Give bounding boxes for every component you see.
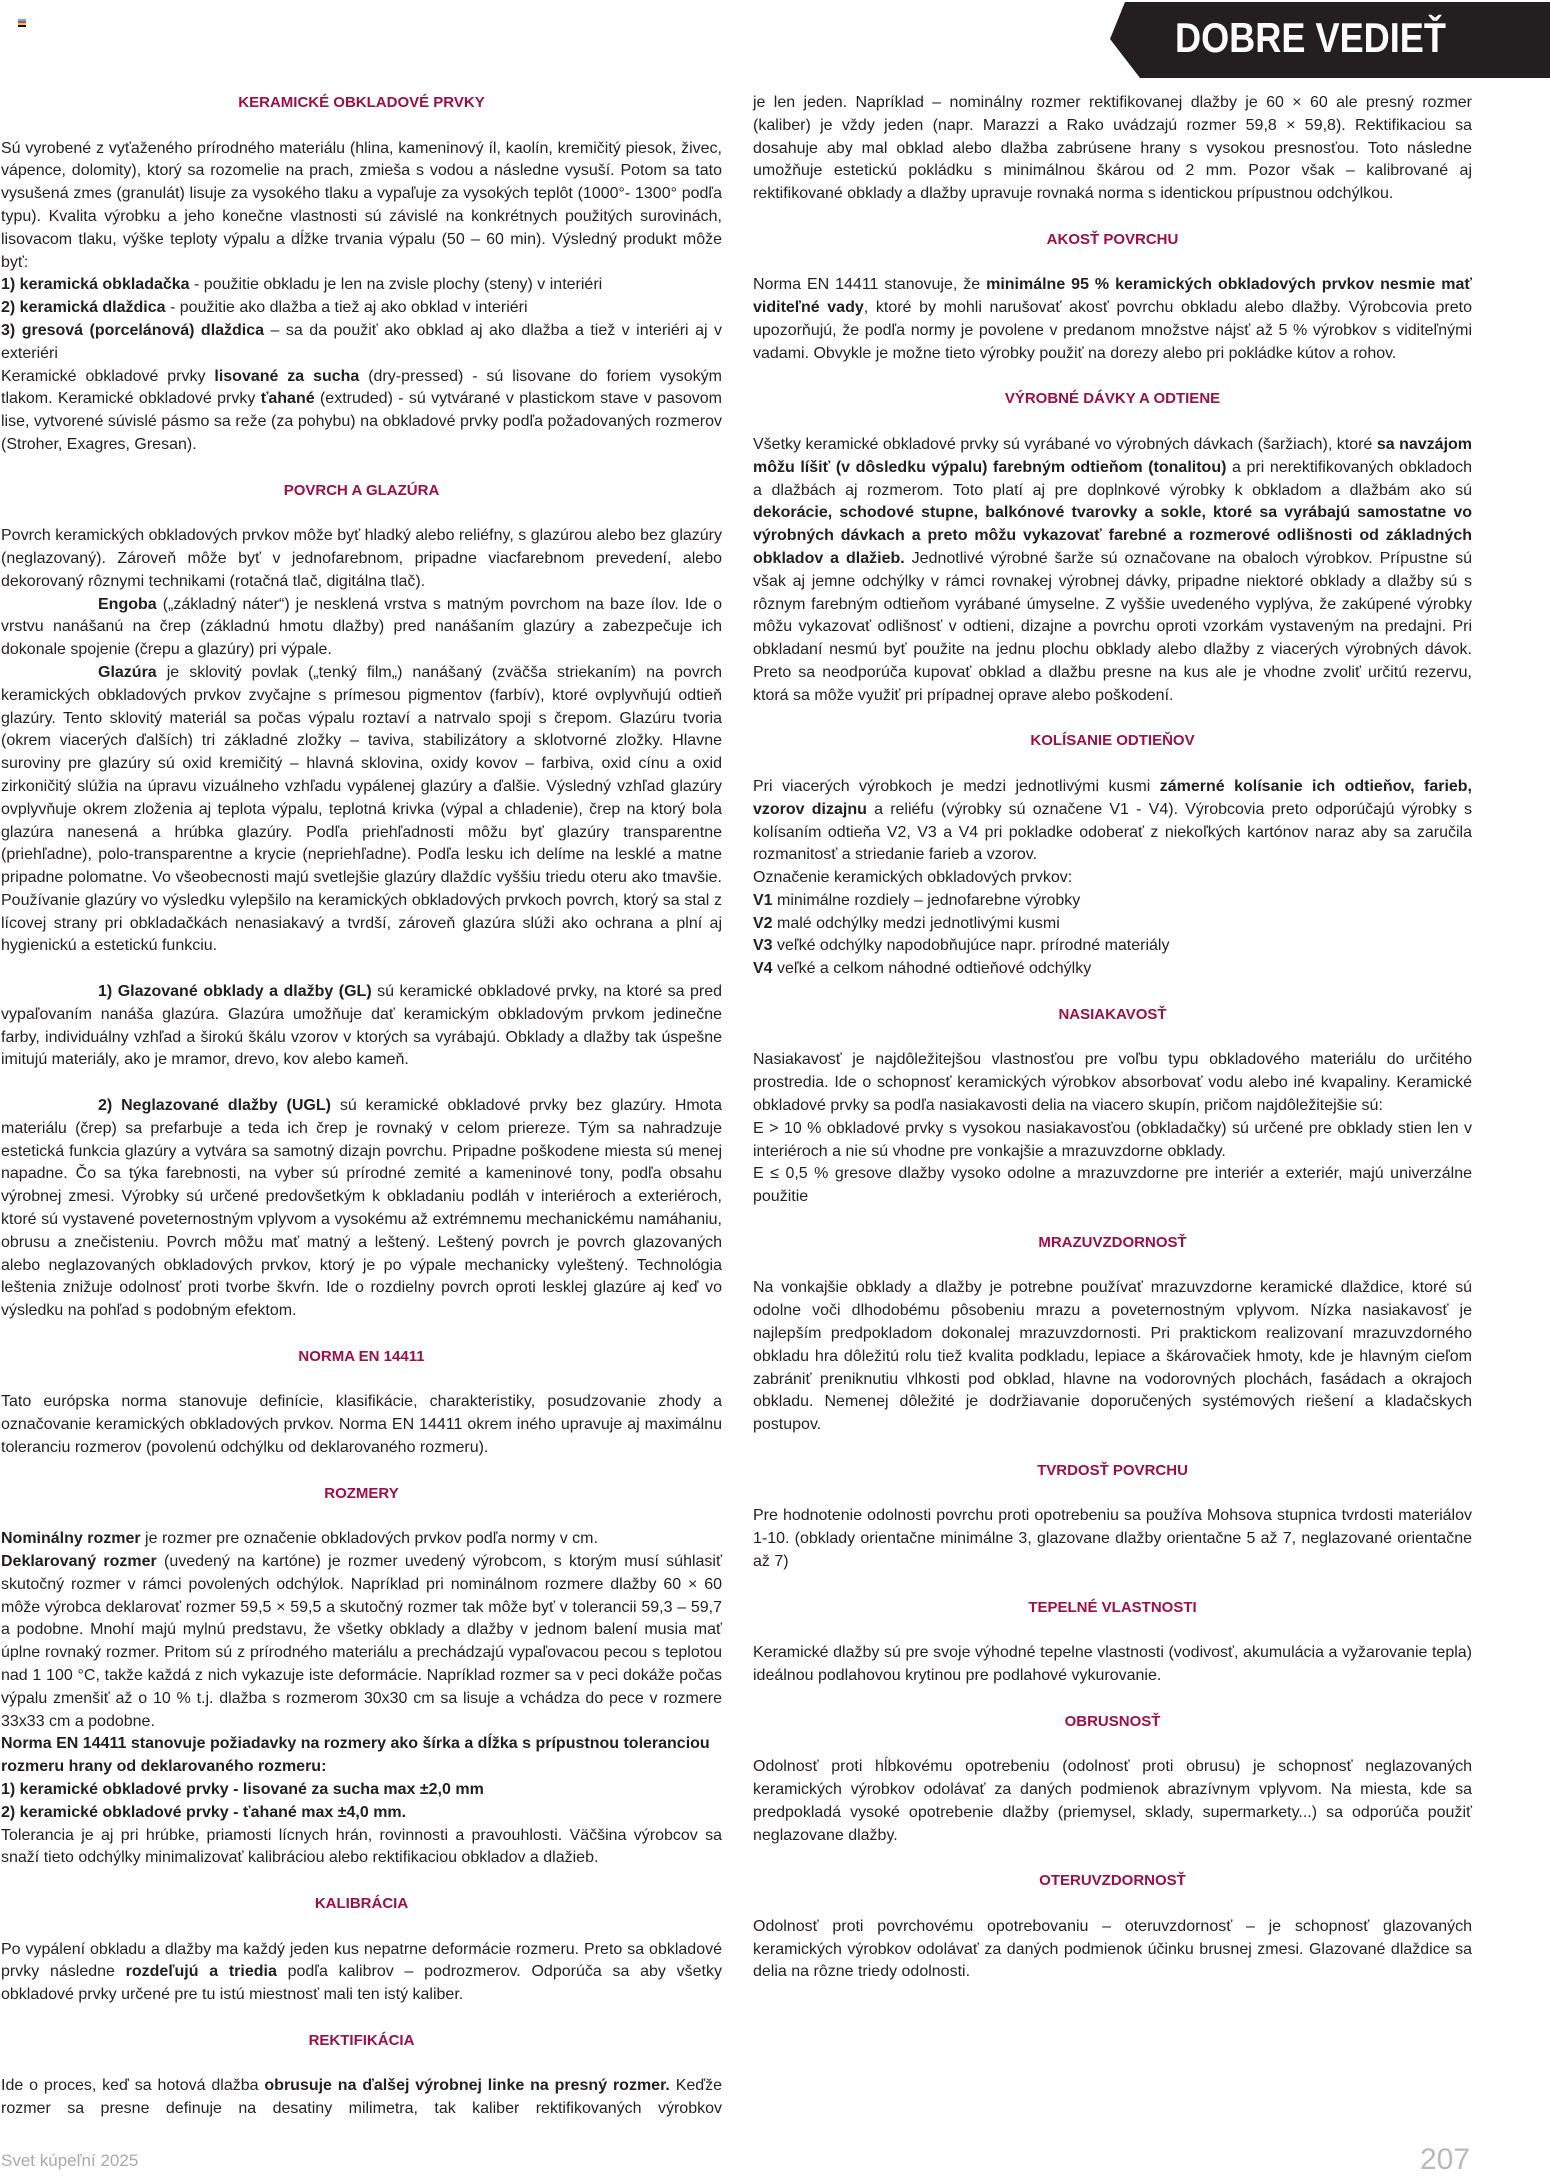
- section-tepelne-vlastnosti: [753, 1597, 1472, 1688]
- bold-text: rozdeľujú a triedia: [125, 1963, 277, 1981]
- section-oteruvzdornost: [753, 1870, 1472, 1984]
- text-run: je sklovitý povlak („tenký film„) nanášaný (zväčša striekaním) na povrch keramických obkladových prvkov zvyčajne s prímesou pigmentov (farbív), ktoré ovplyvňujú odtieň glazúry. Tento sklovitý materiál sa počas výpalu roztaví a natrvalo spoji s črepom. Glazúru tvoria (okrem viacerých ďalších) tri základné zložky – taviva, stabilizátory a sklotvorné zložky. Hlavne suroviny pre glazúry sú oxid kremičitý – hlavná sklovina, oxidy kovov – farbiva, oxid cínu a oxid zirkoničitý slúžia na úpravu vizuálneho vzhľadu vypálenej glazúry a ďalšie. Výsledný vzhľad glazúry ovplyvňuje okrem zloženia aj teplota výpalu, teplotná krivka (výpal a chladenie), črep na ktorý bola glazúra nanesená a hrúbka glazúry. Podľa priehľadnosti môžu byť glazúry transparentne (priehľadne), polo-transparentne a krycie (nepriehľadne). Podľa lesku ich delíme na lesklé a matne pripadne polomatne. Vo všeobecnosti majú svetlejšie glazúry dlaždíc vyššiu triedu oteru ako tmavšie. Používanie glazúry vo výsledku vylepšilo na keramických obkladových prvkoch povrch, ktorý sa stal z lícovej strany pri obkladačkách nenasiakavý a tvrdší, zároveň glazúra slúži ako ochrana a plní aj hygienickú a estetickú funkciu.: [1, 663, 722, 955]
- section-heading: TEPELNÉ VLASTNOSTI: [1028, 1598, 1197, 1616]
- paragraph: [1, 320, 722, 366]
- paragraph: [753, 913, 1472, 936]
- paragraph: [1, 1779, 722, 1802]
- text-run: Všetky keramické obkladové prvky sú vyrábané vo výrobných dávkach (šaržiach), ktoré: [753, 435, 1377, 453]
- bold-text: V3: [753, 937, 773, 955]
- text-block: [1, 2075, 722, 2121]
- section-heading: NASIAKAVOSŤ: [1058, 1005, 1167, 1023]
- paragraph: [1, 981, 722, 1072]
- text-block: [753, 1049, 1472, 1209]
- section-kolisanie-odtienov: [753, 730, 1472, 981]
- text-run: E > 10 % obkladové prvky s vysokou nasiakavosťou (obkladačky) sú určené pre obklady stien len v interiéroch a nie sú vhodne pre vonkajšie a mrazuvzdorne obklady.: [753, 1119, 1472, 1160]
- text-block: [753, 92, 1472, 206]
- text-run: Odolnosť proti hĺbkovému opotrebeniu (odolnosť proti obrusu) je schopnosť neglazovaných keramických výrobkov odolávať za daných podmienok abrazívnym vplyvom. Na miesta, kde sa predpokladá vysoké opotrebenie dlažby (priemysel, sklady, supermarkety...) sa odporúča použiť neglazovane dlažby.: [753, 1758, 1472, 1844]
- text-run: Keďže rozmer sa presne definuje na desatiny milimetra, tak kaliber rektifikovaných výrobkov: [1, 2077, 723, 2118]
- text-run: Pri viacerých výrobkoch je medzi jednotlivými kusmi: [753, 777, 1160, 795]
- text-block: [1, 981, 722, 1072]
- section-heading: OTERUVZDORNOSŤ: [1039, 1872, 1186, 1890]
- section-heading: KOLÍSANIE ODTIEŇOV: [1030, 732, 1195, 750]
- text-run: Po vypálení obkladu a dlažby ma každý jeden kus nepatrne deformácie rozmeru. Preto sa obkladové prvky následne: [1, 1940, 722, 1981]
- text-block: [753, 1505, 1472, 1573]
- paragraph: [753, 274, 1472, 365]
- section-keramicke-obkladove-prvky: [1, 92, 722, 457]
- section-continuation: [753, 92, 1472, 206]
- bold-text: V1: [753, 891, 773, 909]
- text-run: („základný náter“) je nesklená vrstva s matným povrchom na baze ílov. Ide o vrstvu nanášanú na črep (základnú hmotu dlažby) pred nanášaním glazúry a zabezpečuje ich dokonale spojenie (črepu a glazúry) pri výpale.: [1, 595, 722, 659]
- text-run: - použitie ako dlažba a tiež aj ako obklad v interiéri: [165, 299, 528, 317]
- text-run: Na vonkajšie obklady a dlažby je potrebne používať mrazuvzdorne keramické dlaždice, ktoré sú odolne voči dlhodobému pôsobeniu mrazu a poveternostným vplyvom. Nízka nasiakavosť je najlepším predpokladom dokonalej mrazuvzdornosti. Pri praktickom realizovaní mrazuvzdorného obkladu hra dôležitú rolu tiež kvalita podkladu, lepiace a škárovačiek hmoty, kde je hlavným cieľom zabrániť preniknutiu vlhkosti pod obklad, hlavne na vodorovných plochách, fasádach a okrajoch obkladu. Nemenej dôležité je dodržiavanie doporučených systémových riešení a kladačskych postupov.: [753, 1279, 1472, 1434]
- section-heading: REKTIFIKÁCIA: [308, 2031, 415, 2049]
- text-run: Ide o proces, keď sa hotová dlažba: [1, 2077, 265, 2095]
- section-norma-en-14411: [1, 1346, 722, 1460]
- paragraph: [753, 1505, 1472, 1573]
- bold-text: Norma EN 14411 stanovuje požiadavky na rozmery ako šírka a dĺžka s prípustnou toleranciou rozmeru hrany od deklarovaného rozmeru:: [1, 1735, 710, 1776]
- paragraph: [1, 1802, 722, 1825]
- section-obrusnost: [753, 1711, 1472, 1848]
- section-mrazuvzdornost: [753, 1232, 1472, 1437]
- paragraph: [1, 525, 722, 593]
- print-registration-marks: [18, 19, 26, 27]
- text-block: [753, 1277, 1472, 1437]
- paragraph: [1, 1391, 722, 1459]
- text-run: Nasiakavosť je najdôležitejšou vlastnosťou pre voľbu typu obkladového materiálu do určitého prostredia. Ide o schopnosť keramických výrobkov absorbovať vodu alebo iné kvapaliny. Keramické obkladové prvky sa podľa nasiakavosti delia na viacero skupín, pričom najdôležitejšie sú:: [753, 1051, 1472, 1115]
- section-heading: ROZMERY: [324, 1484, 399, 1502]
- text-run: Odolnosť proti povrchovému opotrebovaniu – oteruvzdornosť – je schopnosť glazovaných keramických výrobkov odolávať za daných podmienok účinku brusnej zmesi. Glazované dlaždice sa delia na rôzne triedy odolnosti.: [753, 1917, 1472, 1981]
- paragraph: [1, 297, 722, 320]
- text-block: [1, 1939, 722, 2007]
- paragraph: [753, 1163, 1472, 1209]
- bold-text: Nominálny rozmer: [1, 1530, 141, 1548]
- paragraph: [1, 662, 722, 958]
- paragraph: [1, 1551, 722, 1733]
- text-run: veľké odchýlky napodobňujúce napr. prírodné materiály: [772, 937, 1170, 955]
- paragraph: [753, 1756, 1472, 1847]
- section-heading: KERAMICKÉ OBKLADOVÉ PRVKY: [238, 94, 485, 111]
- text-run: je rozmer pre označenie obkladových prvkov podľa normy v cm.: [140, 1530, 598, 1548]
- text-run: sú keramické obkladové prvky, na ktoré sa pred vypaľovaním nanáša glazúra. Glazúra umožňuje dať keramickým obkladovým prvkom jedinečne farby, individuálny vzhľad a širokú škálu vzorov v ktorých sa vyrábajú. Obklady a dlažby tak úspešne imitujú materiály, ako je mramor, drevo, kov alebo kameň.: [1, 983, 722, 1069]
- text-block: [1, 1528, 722, 1870]
- bold-text: Deklarovaný rozmer: [1, 1553, 157, 1570]
- paragraph: [1, 594, 722, 662]
- section-rozmery: [1, 1483, 722, 1871]
- text-run: Tolerancia je aj pri hrúbke, priamosti lícnych hrán, rovinnosti a pravouhlosti. Väčšina výrobcov sa snaží tieto odchýlky minimalizovať kalibráciou alebo rektifikaciou obkladov a dlažieb.: [1, 1826, 722, 1867]
- bold-text: 3) gresová (porcelánová) dlaždica: [1, 321, 265, 339]
- paragraph: [753, 935, 1472, 958]
- paragraph: [753, 1277, 1472, 1437]
- text-run: minimálne rozdiely – jednofarebne výrobky: [772, 891, 1081, 909]
- bold-text: dekorácie, schodové stupne, balkónové tvarovky a sokle, ktoré sa vyrábajú samostatne vo výrobných dávkach a preto môžu vykazovať farebné a rozmerové odlišnosti od základných obkladov a dlažieb.: [753, 504, 1472, 567]
- section-vyrobne-davky-a-odtiene: [753, 388, 1472, 707]
- bold-text: 1) keramické obkladové prvky - lisované za sucha max ±2,0 mm: [1, 1780, 484, 1798]
- paragraph: [753, 890, 1472, 913]
- bold-text: V2: [753, 914, 773, 932]
- paragraph: [753, 958, 1472, 981]
- section-heading: POVRCH A GLAZÚRA: [283, 481, 440, 499]
- paragraph: [1, 366, 722, 457]
- paragraph: [1, 1733, 722, 1779]
- section-rektifikacia: [1, 2030, 722, 2121]
- bold-text: sa navzájom môžu líšiť (v dôsledku výpalu) farebným odtieňom (tonalitou): [753, 435, 1473, 476]
- section-nasiakavost: [753, 1004, 1472, 1209]
- bold-text: minimálne 95 % keramických obkladových prvkov nesmie mať viditeľné vady: [753, 276, 1473, 317]
- section-heading: NORMA EN 14411: [298, 1347, 425, 1365]
- text-run: Jednotlivé výrobné šarže sú označovane na obaloch výrobkov. Prípustne sú však aj jemne odchýlky v rámci rovnakej výrobnej dávky, pripadne niektoré obklady a dlažby sú s rôznym farebným odtieňom vyrábané úmyselne. Z vyššie uvedeného vyplýva, že zakúpené výrobky môžu vykazovať odlišnosť v odtieni, dizajne a povrchu oproti vzorkám vystaveným na predajni. Pri obkladaní nesmú byť použite na jednu plochu obklady alebo dlažby z viacerých výrobných dávok. Preto sa neodporúča kupovať obklad a dlažbu presne na kus ale je vhodne zvoliť určitú rezervu, ktorá sa môže využiť pri prípadnej oprave alebo poškodení.: [753, 549, 1472, 704]
- text-run: (dry-pressed) - sú lisovane do foriem vysokým tlakom. Keramické obkladové prvky: [1, 367, 723, 408]
- text-run: Pre hodnotenie odolnosti povrchu proti opotrebeniu sa používa Mohsova stupnica tvrdosti materiálov 1-10. (obklady orientačne minimálne 3, glazovane dlažby orientačne 5 až 7, neglazované orientačne až 7): [753, 1507, 1472, 1570]
- bold-text: Engoba: [98, 595, 157, 613]
- section-banner: [1105, 0, 1550, 80]
- text-run: Sú vyrobené z vyťaženého prírodného materiálu (hlina, kameninový íl, kaolín, kremičitý piesok, živec, vápence, dolomity), ktorý sa rozomelie na prach, zmieša s vodou a následne vysuší. Potom sa tato vysušená zmes (granulát) lisuje za vysokého tlaku a vypaľuje za vysokých teplôt (1000°- 1300° podľa typu). Kvalita výrobku a jeho konečne vlastnosti sú závislé na konkrétnych použitých surovinách, lisovacom tlaku, výške teploty výpalu a dĺžke trvania výpalu (50 – 60 min). Výsledný produkt môže byť:: [1, 139, 722, 271]
- text-run: malé odchýlky medzi jednotlivými kusmi: [772, 914, 1060, 932]
- text-block: [753, 434, 1472, 708]
- paragraph: [1, 274, 722, 297]
- bold-text: obrusuje na ďalšej výrobnej linke na presný rozmer.: [264, 2077, 670, 2095]
- text-run: - použitie obkladu je len na zvisle plochy (steny) v interiéri: [189, 276, 603, 294]
- bold-text: 1) Glazované obklady a dlažby (GL): [98, 983, 372, 1001]
- paragraph: [753, 434, 1472, 708]
- left-column: [1, 92, 722, 2144]
- text-run: Keramické obkladové prvky: [1, 367, 215, 385]
- text-block: [753, 274, 1472, 365]
- section-heading: OBRUSNOSŤ: [1064, 1712, 1161, 1730]
- text-run: podľa kalibrov – podrozmerov. Odporúča sa aby všetky obkladové prvky určené pre tu istú miestnosť mali ten istý kaliber.: [1, 1963, 722, 2004]
- paragraph: [753, 1049, 1472, 1117]
- text-block: [1, 138, 722, 457]
- text-block: [1, 1391, 722, 1459]
- section-heading: MRAZUVZDORNOSŤ: [1038, 1233, 1187, 1251]
- text-run: E ≤ 0,5 % gresove dlažby vysoko odolne a mrazuvzdorne pre interiér a exteriér, majú univerzálne použitie: [753, 1165, 1472, 1206]
- text-run: je len jeden. Napríklad – nominálny rozmer rektifikovanej dlažby je 60 × 60 ale presný rozmer (kaliber) je vždy jeden (napr. Marazzi a Rako uvádzajú rozmer 59,8 × 59,8). Rektifikaciou sa dosahuje aby mal obklad alebo dlažba zabrúsene hrany s vysokou presnosťou. Toto následne umožňuje estetickú pokládku s minimálnou škárou od 2 mm. Pozor však – kalibrované aj rektifikované obklady a dlažby upravuje rovnaká norma s identickou prípustnou odchýlkou.: [753, 94, 1472, 203]
- text-block: [753, 1916, 1472, 1984]
- section-povrch-a-glazura: [1, 480, 722, 1323]
- paragraph: [753, 1118, 1472, 1164]
- paragraph: [1, 2075, 722, 2121]
- section-heading: AKOSŤ POVRCHU: [1046, 230, 1179, 248]
- paragraph: [753, 1916, 1472, 1984]
- section-heading: TVRDOSŤ POVRCHU: [1037, 1461, 1188, 1479]
- publication-footer: Svet kúpeľní 2025: [1, 2151, 139, 2170]
- paragraph: [753, 1642, 1472, 1688]
- bold-text: 2) keramické obkladové prvky - ťahané max ±4,0 mm.: [1, 1803, 407, 1821]
- right-column: [753, 92, 1472, 2007]
- bold-text: zámerné kolísanie ich odtieňov, farieb, vzorov dizajnu: [753, 777, 1473, 818]
- bold-text: 2) keramická dlaždica: [1, 299, 166, 317]
- section-akost-povrchu: [753, 229, 1472, 366]
- paragraph: [1, 1528, 722, 1551]
- text-run: (extruded) - sú vytvárané v plastickom stave v pasovom lise, vytvorené súvislé pásmo sa reže (za pohybu) na obkladové prvky podľa požadovaných rozmerov (Stroher, Exagres, Gresan).: [1, 390, 723, 453]
- bold-text: 1) keramická obkladačka: [1, 276, 190, 294]
- banner-title: DOBRE VEDIEŤ: [1175, 14, 1446, 61]
- text-run: (uvedený na kartóne) je rozmer uvedený výrobcom, s ktorým musí súhlasiť skutočný rozmer v rámci povolených odchýlok. Napríklad pri nominálnom rozmere dlažby 60 × 60 môže výrobca deklarovať rozmer 59,5 × 59,5 a skutočný rozmer tak môže byť v tolerancii 59,3 – 59,7 a podobne. Mnohí majú mylnú predstavu, že všetky obklady a dlažby v jednom balení musia mať úplne rovnaký rozmer. Pritom sú z prírodného materiálu a prechádzajú vypaľovacou pecou s teplotou nad 1 100 °C, takže každá z nich vykazuje iste deformácie. Napríklad rozmer sa v peci dokáže počas výpalu zmenšiť až o 10 % t.j. dlažba s rozmerom 30x30 cm sa lisuje a vchádza do pece v rozmere 33x33 cm a podobne.: [1, 1553, 722, 1730]
- text-block: [753, 1756, 1472, 1847]
- section-tvrdost-povrchu: [753, 1460, 1472, 1574]
- text-block: [1, 1095, 722, 1323]
- text-run: – sa da použiť ako obklad aj ako dlažba a tiež v interiéri aj v exteriéri: [1, 321, 723, 362]
- text-run: Tato európska norma stanovuje definície, klasifikácie, charakteristiky, posudzovanie zhody a označovanie keramických obkladových prvkov. Norma EN 14411 okrem iného upravuje aj maximálnu toleranciu rozmerov (povolenú odchýlku od deklarovaného rozmeru).: [1, 1393, 722, 1457]
- paragraph: [753, 92, 1472, 206]
- text-block: [753, 1642, 1472, 1688]
- text-run: veľké a celkom náhodné odtieňové odchýlky: [772, 960, 1092, 978]
- section-heading: KALIBRÁCIA: [314, 1894, 409, 1912]
- paragraph: [753, 867, 1472, 890]
- text-run: Norma EN 14411 stanovuje, že: [753, 276, 987, 294]
- page-number: 207: [1420, 2143, 1471, 2176]
- paragraph: [1, 138, 722, 275]
- text-block: [753, 776, 1472, 981]
- paragraph: [753, 776, 1472, 867]
- bold-text: V4: [753, 960, 773, 978]
- bold-text: ťahané: [260, 390, 315, 408]
- text-run: Keramické dlažby sú pre svoje výhodné tepelne vlastnosti (vodivosť, akumulácia a vyžarovanie tepla) ideálnou podlahovou krytinou pre podlahové vykurovanie.: [753, 1644, 1472, 1684]
- paragraph: [1, 1095, 722, 1323]
- paragraph: [1, 1825, 722, 1871]
- section-kalibracia: [1, 1893, 722, 2007]
- bold-text: 2) Neglazované dlažby (UGL): [98, 1097, 331, 1115]
- text-block: [1, 525, 722, 958]
- text-run: , ktoré by mohli narušovať akosť povrchu obkladu alebo dlažby. Výrobcovia preto upozorňujú, že podľa normy je povolene v predanom množstve nájsť až 5 % výrobkov s viditeľnými vadami. Obvykle je možne tieto výrobky použiť na dorezy alebo pri pokládke kútov a rohov.: [753, 299, 1473, 362]
- bold-text: Glazúra: [98, 663, 157, 681]
- paragraph: [1, 1939, 722, 2007]
- text-run: sú keramické obkladové prvky bez glazúry. Hmota materiálu (črep) sa prefarbuje a teda ich črep je rovnaký v celom priereze. Tým sa nahradzuje estetická funkcia glazúry a vytvára sa samotný dizajn povrchu. Pripadne poškodene miesta sú menej napadne. Čo sa týka farebnosti, na vyber sú prírodné zemité a kameninové tony, podľa obsahu výrobnej zmesi. Výrobky sú určené predovšetkým k obkladaniu podláh v interiéroch a exteriéroch, ktoré sú vystavené poveternostným vplyvom a vysokému až extrémnemu mechanickému namáhaniu, obrusu a znečisteniu. Povrch môžu mať matný a leštený. Leštený povrch je povrch glazovaných alebo neglazovaných obkladových prvkov, ktorý je po výpale mechanicky vyleštený. Technológia leštenia znižuje odolnosť proti tvorbe škvŕn. Ide o rozdielny povrch oproti lesklej glazúre aj keď vo výsledku na pohľad s podobným efektom.: [1, 1097, 723, 1320]
- text-run: Označenie keramických obkladových prvkov:: [753, 869, 1073, 887]
- section-heading: VÝROBNÉ DÁVKY A ODTIENE: [1004, 390, 1221, 408]
- text-run: Povrch keramických obkladových prvkov môže byť hladký alebo reliéfny, s glazúrou alebo bez glazúry (neglazovaný). Zároveň môže byť v jednofarebnom, pripadne viacfarebnom prevedení, alebo dekorovaný rôznymi technikami (rotačná tlač, digitálna tlač).: [1, 527, 722, 590]
- text-run: a reliéfu (výrobky sú označene V1 - V4). Výrobcovia preto odporúčajú výrobky s kolísaním odtieňa V2, V3 a V4 pri pokladke odoberať z niekoľkých kartónov naraz aby sa zaručila rozmanitosť a striedanie farieb a vzorov.: [753, 800, 1472, 864]
- bold-text: lisované za sucha: [214, 367, 360, 385]
- text-run: a pri nerektifikovaných obkladoch a dlažbách aj rozmerom. Toto platí aj pre doplnkové výrobky k obkladom a dlažbám ako sú: [753, 458, 1472, 499]
